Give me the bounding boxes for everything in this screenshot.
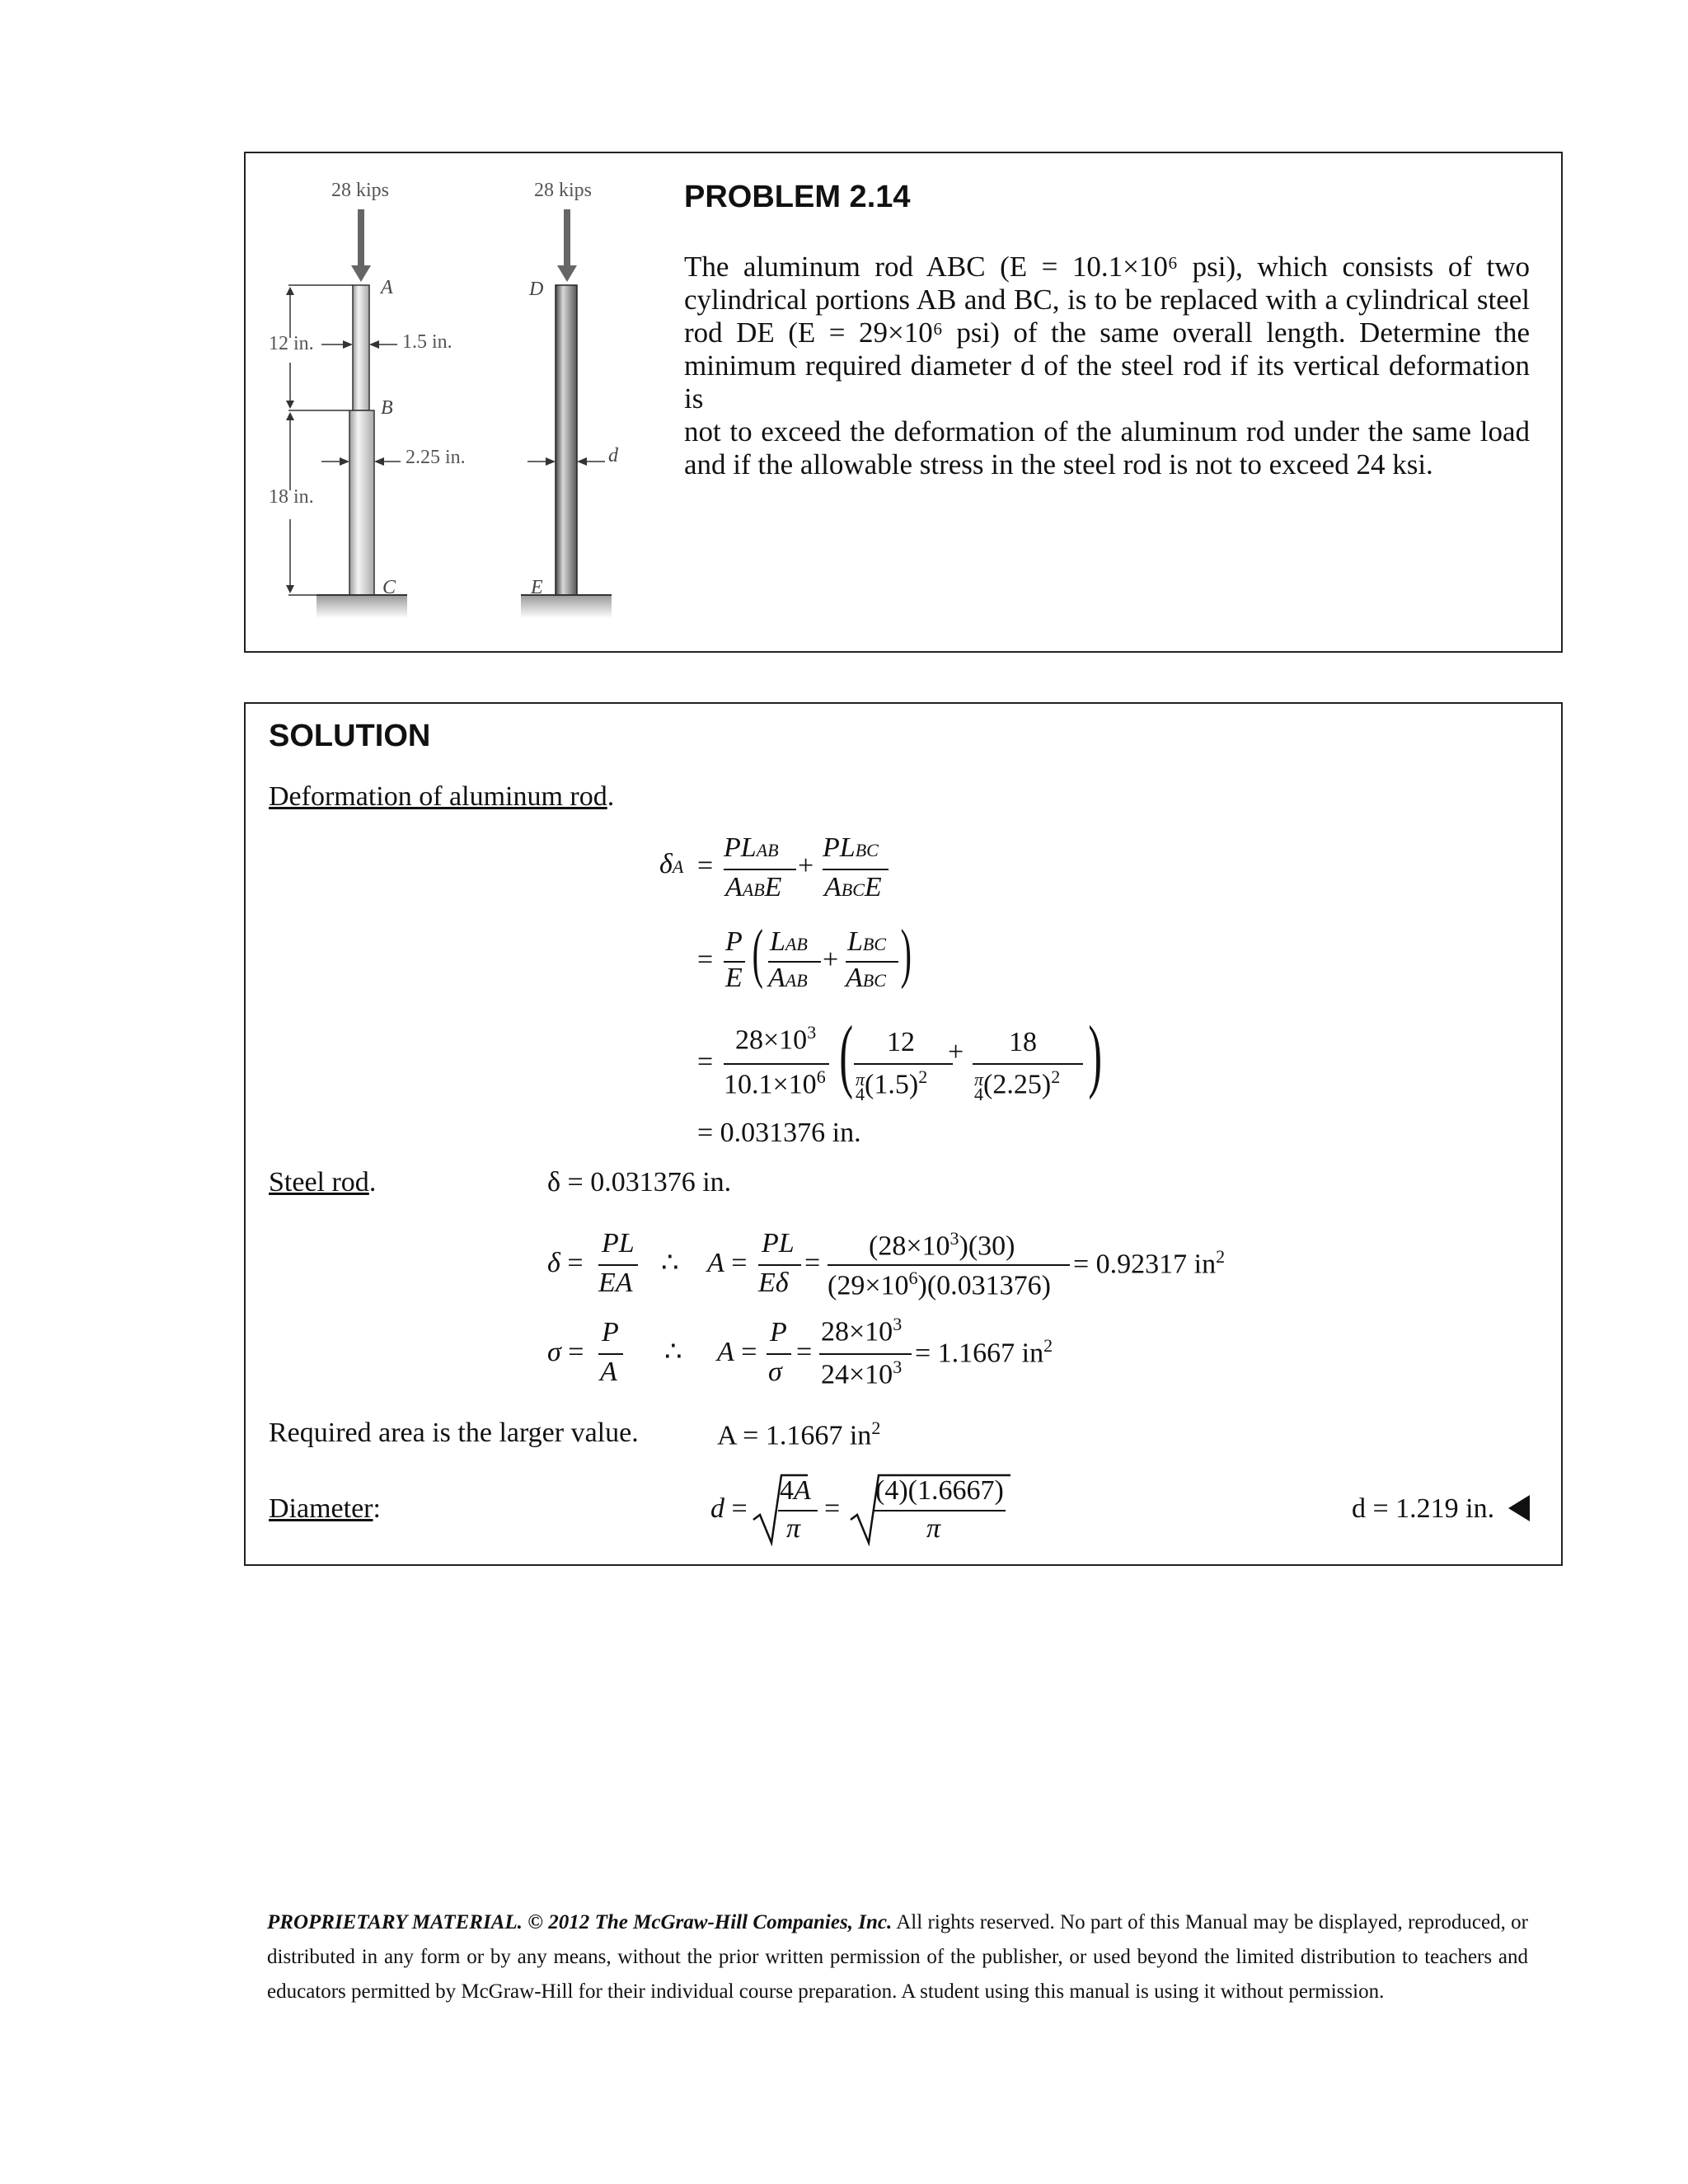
eq3-den: $10.1\times 10^6$ — [724, 1066, 826, 1100]
eq7-eq2: = — [824, 1493, 841, 1524]
eq3-num-text: 28×10 — [735, 1024, 808, 1056]
required-area: A = 1.1667 $in^2$ — [717, 1418, 881, 1451]
diameter-label: Diameter — [269, 1493, 373, 1524]
eq7-d: d = — [710, 1493, 748, 1524]
eq2-plus: + — [823, 944, 839, 975]
eq6-p2: P — [770, 1317, 787, 1347]
length-ab-label: 12 in. — [269, 333, 314, 354]
eq7-frac1 — [778, 1510, 818, 1511]
eq5-denprod-a: (29×10 — [828, 1270, 909, 1301]
length-bc-label: 18 in. — [269, 486, 314, 508]
eq2-p: P — [725, 926, 743, 957]
steel-delta: δ = 0.031376 in. — [547, 1167, 732, 1197]
diameter-ab-label: 1.5 in. — [402, 331, 452, 353]
load-label-right: 28 kips — [534, 180, 593, 201]
answer-marker-icon — [1508, 1495, 1530, 1521]
load-label-left: 28 kips — [331, 180, 390, 201]
eq5-a: A = — [707, 1248, 748, 1278]
eq-delta-a: δA — [659, 849, 684, 879]
eq6-frac2 — [767, 1353, 791, 1355]
eq6-num: $28\times 10^3$ — [821, 1314, 903, 1347]
eq3-equals: = — [697, 1047, 714, 1077]
required-label: Required area is the larger value. — [269, 1418, 639, 1448]
footer-copyright — [267, 1905, 1528, 2009]
answer: d = 1.219 in. — [1352, 1493, 1495, 1524]
load-arrow-right — [557, 209, 577, 282]
eq3-frac1 — [854, 1063, 953, 1065]
eq3-frac-main — [724, 1063, 829, 1065]
eq3-plus: + — [948, 1037, 964, 1067]
eq4-result: = 0.031376 in. — [697, 1118, 861, 1148]
eq5-ea: EA — [598, 1268, 633, 1298]
eq5-pl: PL — [602, 1228, 635, 1258]
eq5-numprod-b: )(30) — [959, 1230, 1015, 1262]
eq5-numprod: $(28\times 10^3)(30)$ — [869, 1228, 1015, 1262]
eq7-pi2: π — [926, 1513, 941, 1544]
footer-bold: PROPRIETARY MATERIAL. © 2012 The McGraw-Hill Companies, Inc. — [267, 1911, 893, 1933]
point-c-label: C — [382, 577, 396, 598]
deformation-heading: Deformation of aluminum rod. — [269, 781, 615, 812]
eq7-pi1: π — [786, 1513, 801, 1544]
problem-statement — [684, 251, 1530, 481]
eq3-frac2 — [973, 1063, 1083, 1065]
eq6-a-den: A — [600, 1357, 617, 1387]
solution-title: SOLUTION — [269, 719, 431, 753]
eq5-delta: δ = — [547, 1248, 584, 1278]
eq2-lparen: ( — [752, 917, 763, 990]
footer-rest: All rights reserved. No part of this Manual may be displayed, reproduced, or distributed in any form or by any means, without the prior written permission of the publisher, or used beyond the limited distribution to teachers and educators permitted by McGraw-Hill for their individual course preparation. A student using this manual is using it without permission. — [267, 1911, 1528, 2003]
eq2-abc: ABC — [846, 963, 886, 993]
eq1-frac2 — [823, 869, 889, 870]
load-arrow-left — [351, 209, 371, 282]
point-b-label: B — [381, 397, 393, 419]
eq5-therefore: ∴ — [661, 1248, 679, 1278]
eq3-d15: π $4(1.5)^2$ — [856, 1066, 928, 1104]
eq5-frac2 — [758, 1264, 801, 1266]
eq3-n12: 12 — [887, 1027, 915, 1057]
rod-figure — [256, 173, 643, 635]
eq3-d225-text: (2.25) — [983, 1069, 1052, 1100]
eq3-n18: 18 — [1009, 1027, 1037, 1057]
point-a-label: A — [381, 277, 393, 298]
eq5-pl2: PL — [762, 1228, 795, 1258]
eq5-result-text: = 0.92317 in — [1073, 1249, 1217, 1280]
eq5-ed: Eδ — [758, 1268, 789, 1298]
deformation-label: Deformation of aluminum rod — [269, 781, 607, 812]
eq2-rparen: ) — [900, 917, 912, 990]
eq2-e: E — [725, 963, 743, 993]
eq5-result: = 0.92317 $in^2$ — [1073, 1246, 1226, 1280]
eq1-equals: = — [697, 851, 714, 881]
eq6-frac3 — [819, 1353, 912, 1355]
eq6-result-text: = 1.1667 in — [915, 1338, 1044, 1369]
rod-de — [556, 285, 577, 595]
diameter-d-label: d — [608, 445, 618, 466]
rod-bc — [349, 410, 374, 595]
statement-line: minimum required diameter d of the steel rod if its vertical deformation is — [684, 349, 1530, 415]
diameter-heading: Diameter: — [269, 1493, 381, 1524]
eq1-num1: PLAB — [724, 832, 779, 863]
eq3-lparen: ( — [839, 1009, 853, 1100]
eq6-sigma: σ = — [547, 1337, 584, 1367]
steel-label: Steel rod — [269, 1167, 369, 1197]
eq6-s: σ — [768, 1357, 782, 1387]
problem-title: PROBLEM 2.14 — [684, 180, 911, 214]
statement-line: The aluminum rod ABC (E = 10.1×10⁶ psi), which consists of two — [684, 251, 1530, 283]
eq5-denprod: $(29\times 10^6)(0.031376)$ — [828, 1268, 1051, 1301]
point-e-label: E — [531, 577, 543, 598]
steel-heading: Steel rod. — [269, 1167, 377, 1197]
eq5-numprod-a: (28×10 — [869, 1230, 950, 1262]
eq7-num: (4)(1.6667) — [875, 1475, 1004, 1506]
point-d-label: D — [529, 279, 544, 300]
eq2-lab: LAB — [770, 926, 808, 957]
rod-ab — [353, 285, 369, 410]
eq2-equals: = — [697, 944, 714, 975]
eq5-frac1 — [598, 1264, 638, 1266]
eq3-num: $28\times 10^3$ — [735, 1022, 817, 1056]
eq3-d225: π $4(2.25)^2$ — [974, 1066, 1061, 1104]
statement-line: cylindrical portions AB and BC, is to be replaced with a cylindrical steel — [684, 284, 1530, 316]
eq6-frac1 — [598, 1353, 623, 1355]
eq5-denprod-b: )(0.031376) — [917, 1270, 1051, 1301]
diameter-bc-label: 2.25 in. — [406, 447, 466, 468]
eq2-aab: AAB — [768, 963, 808, 993]
eq6-den-text: 24×10 — [821, 1359, 893, 1390]
required-area-text: A = 1.1667 in — [717, 1420, 872, 1451]
eq1-plus: + — [798, 851, 814, 881]
statement-line: not to exceed the deformation of the aluminum rod under the same load — [684, 415, 1530, 448]
eq6-p: P — [602, 1317, 619, 1347]
eq1-den1: AABE — [725, 872, 782, 902]
eq1-num2: PLBC — [823, 832, 879, 863]
eq5-frac3 — [828, 1264, 1070, 1266]
eq6-eq2: = — [796, 1337, 813, 1367]
eq3-rparen: ) — [1088, 1009, 1102, 1100]
eq3-den-text: 10.1×10 — [724, 1069, 817, 1100]
eq7-frac2 — [874, 1510, 1006, 1511]
eq7-4a: 4A — [780, 1475, 811, 1506]
eq1-frac1 — [724, 869, 796, 870]
eq1-den2: ABCE — [824, 872, 882, 902]
eq6-a: A = — [717, 1337, 757, 1367]
eq5-eq2: = — [804, 1248, 821, 1278]
eq6-num-text: 28×10 — [821, 1316, 893, 1347]
eq3-d15-text: (1.5) — [865, 1069, 919, 1100]
statement-line: and if the allowable stress in the steel rod is not to exceed 24 ksi. — [684, 448, 1433, 480]
eq6-result: = 1.1667 $in^2$ — [915, 1335, 1053, 1369]
eq6-den: $24\times 10^3$ — [821, 1357, 903, 1390]
statement-line: rod DE (E = 29×10⁶ psi) of the same overall length. Determine the — [684, 316, 1530, 349]
eq2-lbc: LBC — [847, 926, 887, 957]
eq6-therefore: ∴ — [664, 1337, 682, 1367]
